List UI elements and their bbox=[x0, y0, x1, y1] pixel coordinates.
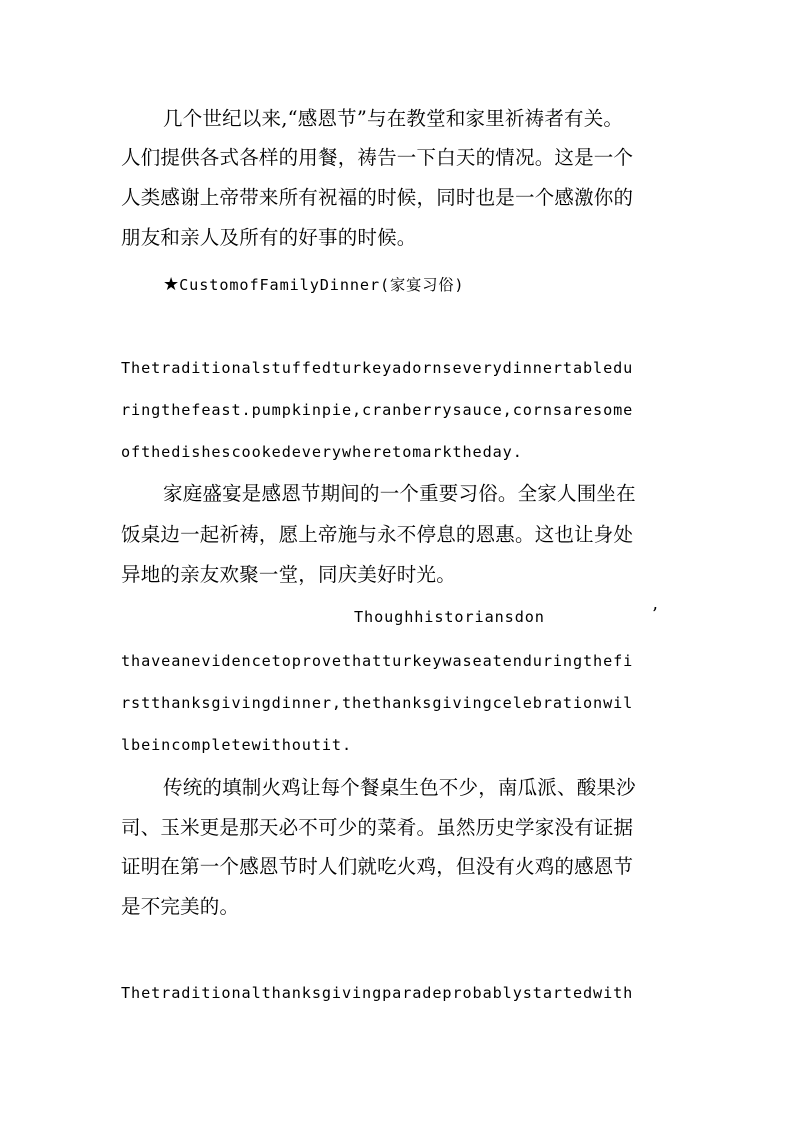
paragraph-1-line-4: 朋友和亲人及所有的好事的时候。 bbox=[121, 226, 417, 249]
english-2-line-3: rstthanksgivingdinner,thethanksgivingcelebrationwil bbox=[121, 694, 634, 712]
star-icon: ★ bbox=[163, 274, 180, 295]
section-heading bbox=[163, 272, 464, 298]
paragraph-2-line-3: 异地的亲友欢聚一堂，同庆美好时光。 bbox=[121, 563, 456, 586]
paragraph-3-line-1: 传统的填制火鸡让每个餐桌生色不少，南瓜派、酸果沙 bbox=[163, 776, 636, 799]
english-2-line-1: Thoughhistoriansdon bbox=[354, 608, 545, 626]
english-2-line-2: thaveanevidencetoprovethatturkeywaseatenduringthefi bbox=[121, 652, 634, 670]
paragraph-3-line-4: 是不完美的。 bbox=[121, 895, 240, 918]
english-1-line-2: ringthefeast.pumpkinpie,cranberrysauce,cornsaresome bbox=[121, 401, 634, 419]
english-3-line-1: Thetraditionalthanksgivingparadeprobablystartedwith bbox=[121, 984, 634, 1002]
paragraph-1-line-3: 人类感谢上帝带来所有祝福的时候，同时也是一个感激你的 bbox=[121, 186, 634, 209]
english-2-apostrophe: ’ bbox=[652, 604, 658, 625]
english-2-line-4: lbeincompletewithoutit. bbox=[121, 736, 353, 754]
paragraph-2-line-1: 家庭盛宴是感恩节期间的一个重要习俗。全家人围坐在 bbox=[163, 482, 636, 505]
english-1-line-1: Thetraditionalstuffedturkeyadornseverydinnertabledu bbox=[121, 359, 634, 377]
section-heading-text: CustomofFamilyDinner(家宴习俗) bbox=[179, 276, 465, 294]
paragraph-2-line-2: 饭桌边一起祈祷，愿上帝施与永不停息的恩惠。这也让身处 bbox=[121, 523, 634, 546]
paragraph-1-line-1: 几个世纪以来,“感恩节”与在教堂和家里祈祷者有关。 bbox=[163, 107, 624, 130]
english-1-line-3: ofthedishescookedeverywheretomarktheday. bbox=[121, 443, 523, 461]
paragraph-3-line-3: 证明在第一个感恩节时人们就吃火鸡，但没有火鸡的感恩节 bbox=[121, 855, 634, 878]
paragraph-1-line-2: 人们提供各式各样的用餐，祷告一下白天的情况。这是一个 bbox=[121, 146, 634, 169]
paragraph-3-line-2: 司、玉米更是那天必不可少的菜肴。虽然历史学家没有证据 bbox=[121, 816, 634, 839]
